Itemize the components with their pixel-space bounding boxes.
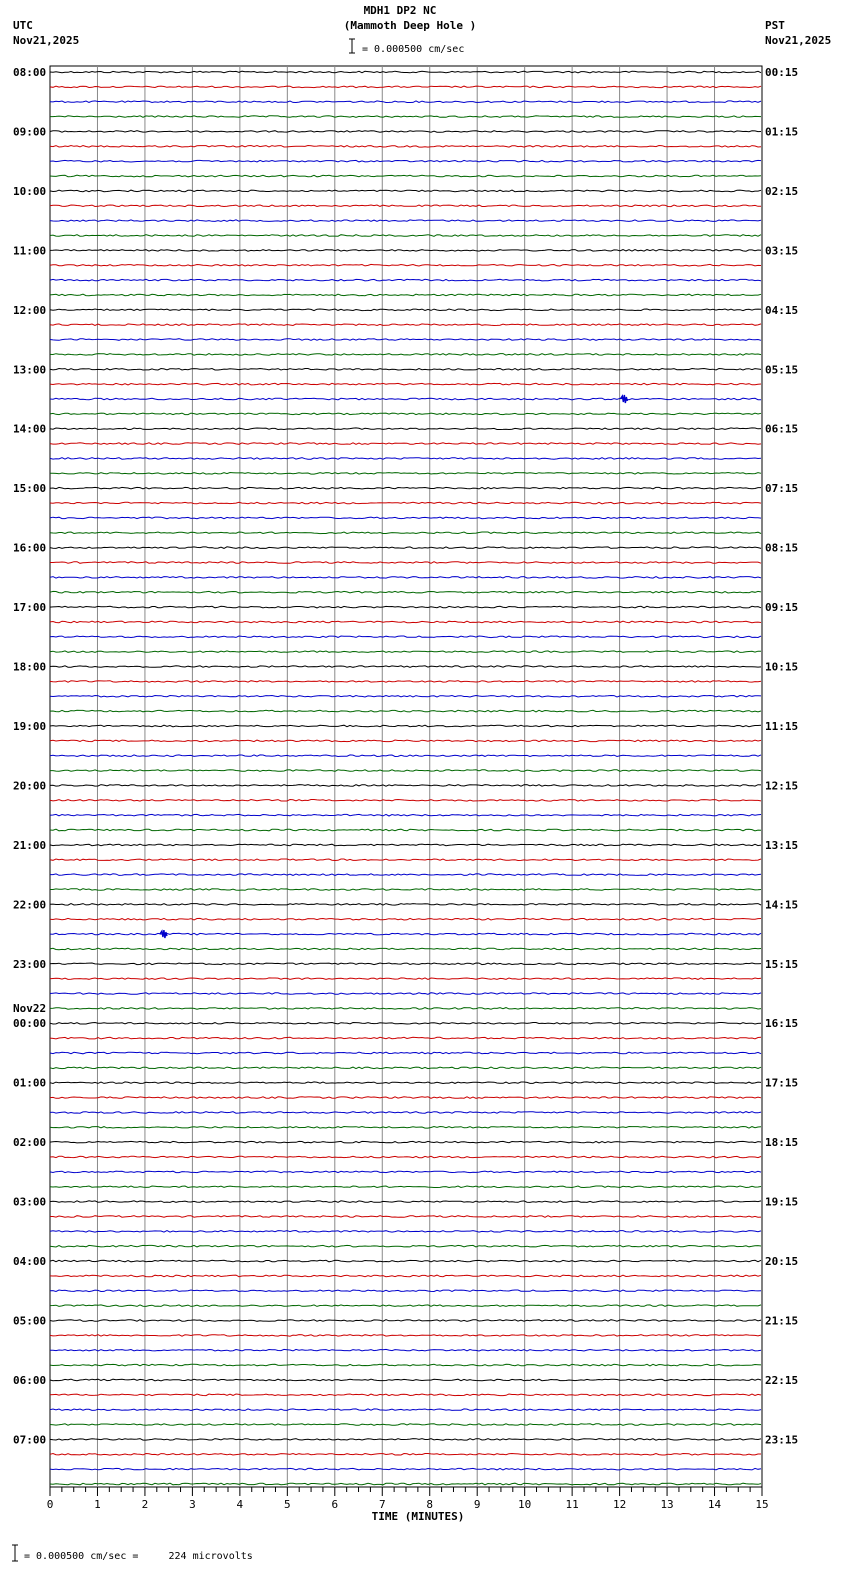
x-tick-label: 14 <box>707 1498 722 1511</box>
seismic-trace <box>50 428 761 430</box>
seismic-trace <box>50 1454 761 1456</box>
x-tick-label: 4 <box>236 1498 244 1511</box>
seismic-trace <box>50 1216 761 1218</box>
pst-hour-label: 15:15 <box>765 957 799 971</box>
seismic-trace <box>50 1424 761 1426</box>
seismic-trace <box>50 918 761 920</box>
seismic-trace <box>50 1067 761 1069</box>
seismic-trace <box>50 250 761 252</box>
seismic-trace <box>50 1275 761 1277</box>
seismic-trace <box>50 235 761 237</box>
seismic-trace <box>50 458 761 460</box>
seismic-trace <box>50 755 761 757</box>
footer-scale-bar-icon <box>11 1544 19 1562</box>
pst-hour-label: 23:15 <box>765 1433 799 1447</box>
seismic-trace <box>50 354 761 356</box>
seismic-trace <box>50 1394 761 1396</box>
pst-hour-label: 16:15 <box>765 1017 799 1031</box>
pst-hour-label: 21:15 <box>765 1314 799 1328</box>
pst-hour-label: 04:15 <box>765 303 799 317</box>
pst-hour-label: 22:15 <box>765 1373 799 1387</box>
seismic-trace <box>50 532 761 534</box>
seismic-trace <box>50 859 761 861</box>
plot-frame <box>50 66 762 1487</box>
seismic-trace <box>50 398 761 400</box>
seismic-trace <box>50 1008 761 1010</box>
seismic-trace <box>50 844 761 846</box>
seismic-trace <box>50 770 761 772</box>
utc-hour-label: 06:00 <box>13 1373 47 1387</box>
x-tick-label: 8 <box>426 1498 434 1511</box>
pst-hour-label: 03:15 <box>765 244 799 258</box>
x-tick-label: 0 <box>46 1498 54 1511</box>
scale-label: = 0.000500 cm/sec <box>362 44 465 55</box>
seismic-trace <box>50 517 761 519</box>
seismic-trace <box>50 725 761 727</box>
seismic-trace <box>50 606 761 608</box>
seismic-trace <box>50 933 761 935</box>
seismic-trace <box>50 1037 761 1039</box>
utc-label: UTC <box>13 19 33 32</box>
utc-hour-label: 10:00 <box>13 184 47 198</box>
pst-hour-label: 19:15 <box>765 1195 799 1209</box>
seismic-trace <box>50 146 761 148</box>
seismic-trace <box>50 681 761 683</box>
seismic-trace <box>50 71 761 73</box>
footer-scale-label: = 0.000500 cm/sec = 224 microvolts <box>24 1551 253 1562</box>
utc-hour-label: 16:00 <box>13 541 47 555</box>
seismic-trace <box>50 1349 761 1351</box>
pst-date: Nov21,2025 <box>765 34 832 47</box>
x-tick-label: 5 <box>284 1498 291 1511</box>
pst-hour-label: 20:15 <box>765 1255 799 1269</box>
seismic-trace <box>50 562 761 564</box>
pst-hour-label: 14:15 <box>765 898 799 912</box>
seismic-trace <box>50 948 761 950</box>
utc-hour-label: 00:00 <box>13 1017 47 1031</box>
x-tick-label: 12 <box>612 1498 627 1511</box>
seismic-trace <box>50 175 761 177</box>
seismic-trace <box>50 889 761 891</box>
seismic-trace <box>50 116 761 118</box>
seismic-trace <box>50 1468 761 1470</box>
utc-hour-label: 17:00 <box>13 601 47 615</box>
utc-hour-label: 21:00 <box>13 838 47 852</box>
seismic-trace <box>50 1245 761 1247</box>
station-name: (Mammoth Deep Hole ) <box>343 19 477 32</box>
utc-hour-label: 13:00 <box>13 363 47 377</box>
pst-hour-label: 02:15 <box>765 184 799 198</box>
seismic-trace <box>50 279 761 281</box>
seismic-trace <box>50 487 761 489</box>
seismic-trace <box>50 160 761 162</box>
seismic-trace <box>50 978 761 980</box>
seismic-trace <box>50 339 761 341</box>
seismic-trace <box>50 1082 761 1084</box>
x-tick-label: 9 <box>473 1498 481 1511</box>
pst-hour-label: 01:15 <box>765 125 799 139</box>
utc-hour-label: 19:00 <box>13 719 47 733</box>
seismic-trace <box>50 666 761 668</box>
seismic-trace <box>50 369 761 371</box>
seismic-trace <box>50 1409 761 1411</box>
seismic-trace <box>50 1171 761 1173</box>
seismic-trace <box>50 963 761 965</box>
seismic-trace <box>50 785 761 787</box>
utc-hour-label: 14:00 <box>13 422 47 436</box>
seismic-trace <box>50 1483 761 1485</box>
utc-hour-label: 01:00 <box>13 1076 47 1090</box>
seismic-trace <box>50 993 761 995</box>
seismic-trace <box>50 131 761 133</box>
seismic-trace <box>50 1290 761 1292</box>
seismic-trace <box>50 651 761 653</box>
utc-hour-label: 05:00 <box>13 1314 47 1328</box>
seismic-trace <box>50 309 761 311</box>
seismic-trace <box>50 205 761 207</box>
seismic-trace <box>50 1260 761 1262</box>
seismic-trace <box>50 1141 761 1143</box>
seismic-trace <box>50 1023 761 1025</box>
date-change-label: Nov22 <box>13 1002 47 1016</box>
seismic-trace <box>50 710 761 712</box>
seismic-trace <box>50 874 761 876</box>
seismic-trace <box>50 220 761 222</box>
seismic-trace <box>50 443 761 445</box>
seismic-trace <box>50 86 761 88</box>
station-title: MDH1 DP2 NC <box>363 4 437 17</box>
seismic-trace <box>50 577 761 579</box>
utc-hour-label: 12:00 <box>13 303 47 317</box>
seismic-trace <box>50 1156 761 1158</box>
utc-hour-label: 15:00 <box>13 482 47 496</box>
seismic-trace <box>50 740 761 742</box>
seismic-trace <box>50 621 761 623</box>
pst-hour-label: 10:15 <box>765 660 799 674</box>
x-tick-label: 3 <box>189 1498 196 1511</box>
seismic-trace <box>50 814 761 816</box>
utc-date: Nov21,2025 <box>13 34 80 47</box>
seismic-trace <box>50 636 761 638</box>
utc-hour-label: 07:00 <box>13 1433 47 1447</box>
seismic-trace <box>50 1379 761 1381</box>
pst-hour-label: 07:15 <box>765 482 799 496</box>
utc-hour-label: 18:00 <box>13 660 47 674</box>
x-tick-label: 7 <box>378 1498 386 1511</box>
x-tick-label: 1 <box>94 1498 101 1511</box>
pst-hour-label: 11:15 <box>765 719 799 733</box>
x-tick-label: 11 <box>565 1498 579 1511</box>
x-tick-label: 13 <box>660 1498 674 1511</box>
utc-hour-label: 11:00 <box>13 244 47 258</box>
pst-hour-label: 12:15 <box>765 779 799 793</box>
seismic-trace <box>50 696 761 698</box>
seismic-trace <box>50 1335 761 1337</box>
seismic-trace <box>50 502 761 504</box>
seismic-trace <box>50 1186 761 1188</box>
pst-hour-label: 13:15 <box>765 838 799 852</box>
seismic-trace <box>50 294 761 296</box>
seismic-trace <box>50 383 761 385</box>
seismic-trace <box>50 1097 761 1099</box>
seismic-trace <box>50 413 761 415</box>
seismic-trace <box>50 190 761 192</box>
seismic-trace <box>50 1320 761 1322</box>
seismic-trace <box>50 324 761 326</box>
seismic-trace <box>50 1127 761 1129</box>
utc-hour-label: 03:00 <box>13 1195 47 1209</box>
pst-hour-label: 06:15 <box>765 422 799 436</box>
seismic-trace <box>50 473 761 475</box>
pst-hour-label: 09:15 <box>765 601 799 615</box>
x-tick-label: 15 <box>755 1498 769 1511</box>
pst-label: PST <box>765 19 785 32</box>
seismic-trace <box>50 264 761 266</box>
x-tick-label: 6 <box>331 1498 339 1511</box>
seismic-trace <box>50 101 761 103</box>
seismic-trace <box>50 800 761 802</box>
x-axis-label: TIME (MINUTES) <box>371 1510 465 1523</box>
seismic-trace <box>50 1231 761 1233</box>
pst-hour-label: 00:15 <box>765 66 799 79</box>
pst-hour-label: 08:15 <box>765 541 799 555</box>
x-tick-label: 2 <box>141 1498 149 1511</box>
utc-hour-label: 22:00 <box>13 898 47 912</box>
seismic-trace <box>50 591 761 593</box>
x-tick-label: 10 <box>518 1498 532 1511</box>
seismic-trace <box>50 1052 761 1054</box>
pst-hour-label: 18:15 <box>765 1136 799 1150</box>
seismic-trace <box>50 547 761 549</box>
seismic-trace <box>50 1439 761 1441</box>
seismic-trace <box>50 1305 761 1307</box>
pst-hour-label: 17:15 <box>765 1076 799 1090</box>
utc-hour-label: 04:00 <box>13 1255 47 1269</box>
utc-hour-label: 08:00 <box>13 66 47 79</box>
seismic-trace <box>50 829 761 831</box>
seismic-trace <box>50 1112 761 1114</box>
utc-hour-label: 23:00 <box>13 957 47 971</box>
utc-hour-label: 09:00 <box>13 125 47 139</box>
pst-hour-label: 05:15 <box>765 363 799 377</box>
seismic-trace <box>50 1364 761 1366</box>
utc-hour-label: 20:00 <box>13 779 47 793</box>
seismic-trace <box>50 904 761 906</box>
seismic-trace <box>50 1201 761 1203</box>
utc-hour-label: 02:00 <box>13 1136 47 1150</box>
